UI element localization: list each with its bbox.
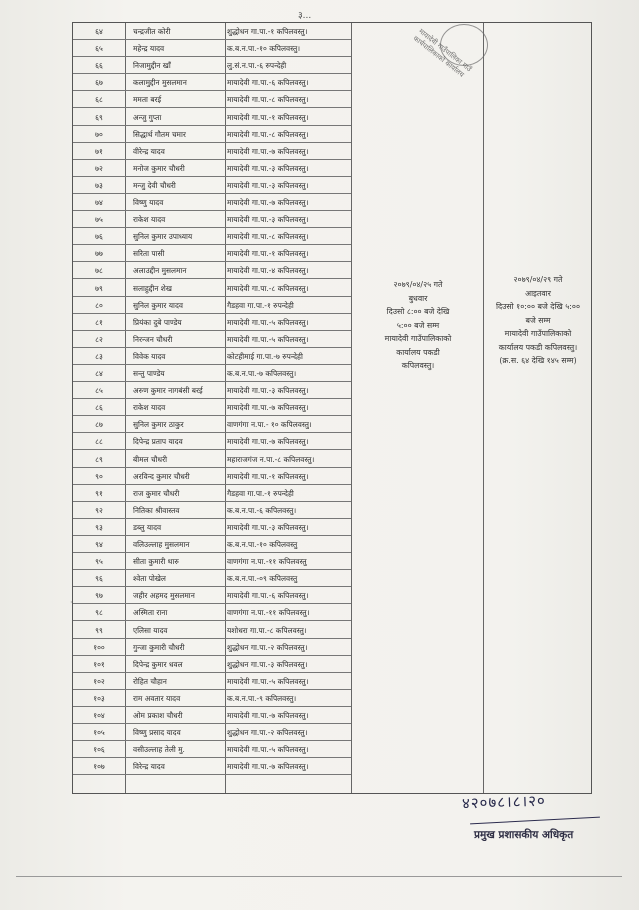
name-cell: राम अवतार यादव (133, 693, 181, 703)
serial-number-cell: ९३ (95, 522, 103, 532)
serial-number-cell: ९९ (95, 625, 103, 635)
address-cell: मायादेवी गा.पा.-५ कपिलवस्तु। (227, 334, 309, 344)
serial-number-cell: ९० (95, 471, 103, 481)
name-cell: अरविन्द कुमार चौधरी (133, 471, 190, 481)
serial-number-cell: ९६ (95, 574, 103, 584)
table-row (73, 194, 351, 211)
name-cell: अरुण कुमार नागबंसी बरई (133, 386, 203, 396)
name-cell: मन्जु देवी चौधरी (133, 180, 176, 190)
table-row (73, 109, 351, 126)
serial-number-cell: ८५ (95, 386, 103, 396)
address-cell: मायादेवी गा.पा.-३ कपिलवस्तु। (227, 163, 309, 173)
name-cell: निरन्जन चौधरी (133, 334, 173, 344)
schedule-time-start: दिउसो १०:०० बजे देखि ५:०० (495, 302, 581, 311)
name-cell: विवेक यादव (133, 351, 166, 361)
name-cell: मनोज कुमार चौधरी (133, 163, 185, 173)
address-cell: मायादेवी गा.पा.-३ कपिलवस्तु। (227, 386, 309, 396)
table-row (73, 280, 351, 297)
address-cell: शुद्धोधन गा.पा.-२ कपिलवस्तु। (227, 642, 308, 652)
serial-number-cell: ८८ (95, 437, 103, 447)
address-cell: क.ब.न.पा.-७ कपिलवस्तु। (227, 369, 297, 378)
name-cell: दिपेन्द्र प्रताप यादव (133, 437, 183, 447)
address-cell: क.ब.न.पा.-१० कपिलवस्तु। (227, 44, 301, 54)
table-row (73, 331, 351, 348)
serial-number-cell: ७९ (95, 283, 103, 293)
serial-number-cell: ७४ (95, 198, 103, 207)
name-cell: वसीउल्लाह तेली मु. (133, 745, 185, 755)
serial-number-cell: १०४ (93, 711, 105, 720)
table-row (73, 348, 351, 365)
serial-number-cell: ७६ (95, 232, 103, 242)
name-cell: विष्णु यादव (133, 198, 164, 207)
address-cell: वाणगंगा न.पा.-११ कपिलवस्तु। (227, 608, 310, 618)
address-cell: शुद्धोधन गा.पा.-२ कपिलवस्तु। (227, 728, 308, 738)
address-cell: मायादेवी गा.पा.-५ कपिलवस्तु। (227, 745, 309, 755)
name-cell: राकेश यादव (133, 215, 166, 225)
address-cell: यशोधरा गा.पा.-८ कपिलवस्तु। (227, 625, 307, 635)
address-cell: गैडहवा गा.पा.-१ रुपन्देही (227, 300, 294, 310)
table-row (73, 262, 351, 279)
serial-number-cell: १०१ (93, 659, 105, 669)
address-cell: मायादेवी गा.पा.-४ कपिलवस्तु। (227, 266, 309, 276)
serial-number-cell: ७८ (95, 266, 103, 276)
address-cell: वाणगंगा न.पा.-११ कपिलवस्तु (227, 557, 307, 567)
serial-number-cell: ६८ (95, 95, 103, 105)
name-cell: गुन्जा कुमारी चौधरी (133, 642, 185, 652)
name-cell: राज कुमार चौधरी (133, 488, 180, 498)
name-cell: सुनिल कुमार यादव (133, 300, 183, 310)
schedule-date: २०७९/०४/२९ गते (513, 275, 563, 284)
name-cell: डब्लु यादव (133, 522, 162, 532)
name-cell: विरेन्द्र यादव (133, 762, 165, 772)
serial-number-cell: ८० (95, 300, 103, 310)
signatory-title: प्रमुख प्रशासकीय अधिकृत (474, 829, 574, 841)
serial-number-cell: ८९ (95, 454, 103, 464)
serial-number-cell: ७२ (95, 163, 103, 173)
name-cell: प्रियंका दुबे पाण्डेय (133, 317, 182, 327)
name-cell: अलाउद्दीन मुसलमान (133, 266, 187, 276)
name-cell: सिद्धार्थ गौतम चमार (133, 129, 186, 139)
address-cell: मायादेवी गा.पा.-८ कपिलवस्तु। (227, 283, 309, 293)
page-number: ३... (298, 11, 312, 21)
serial-number-cell: १०२ (93, 676, 105, 686)
table-row (73, 433, 351, 450)
address-cell: मायादेवी गा.पा.-७ कपिलवस्तु। (227, 403, 309, 413)
schedule-cell-1 (359, 278, 477, 373)
serial-number-cell: १०३ (93, 693, 105, 703)
table-row (73, 74, 351, 91)
serial-number-cell: ६७ (95, 78, 103, 88)
table-row (73, 741, 351, 758)
serial-number-cell: ९८ (95, 608, 103, 618)
address-cell: मायादेवी गा.पा.-३ कपिलवस्तु। (227, 215, 309, 225)
serial-number-cell: ८३ (95, 351, 103, 361)
address-cell: शुद्धोधन गा.पा.-१ कपिलवस्तु। (227, 27, 308, 36)
address-cell: मायादेवी गा.पा.-७ कपिलवस्तु। (227, 711, 309, 720)
serial-number-cell: ९४ (95, 540, 103, 549)
name-cell: रोहित चौहान (133, 676, 167, 686)
name-cell: सुनिल कुमार उपाध्याय (133, 232, 193, 242)
schedule-venue: मायादेवी गाउँपालिकाको (504, 329, 572, 338)
address-cell: कोटहीमाई गा.पा.-७ रुपन्देही (227, 351, 303, 361)
table-row (73, 57, 351, 74)
name-cell: श्वेता पोखेल (133, 574, 166, 584)
address-cell: मायादेवी गा.पा.-१ कपिलवस्तु। (227, 471, 309, 481)
address-cell: क.ब.न.पा.-१० कपिलवस्तु (227, 540, 298, 549)
serial-number-cell: ६४ (95, 27, 103, 36)
candidate-table (72, 22, 592, 794)
name-cell: बीमल चौधरी (133, 454, 168, 464)
table-row (73, 160, 351, 177)
serial-number-cell: १०६ (93, 745, 105, 755)
address-cell: मायादेवी गा.पा.-७ कपिलवस्तु। (227, 437, 309, 447)
name-cell: राकेश यादव (133, 403, 166, 413)
schedule-venue: मायादेवी गाउँपालिकाको (384, 334, 452, 343)
table-row (73, 656, 351, 673)
schedule-cell-2 (485, 273, 591, 368)
serial-number-cell: ६५ (95, 44, 103, 54)
table-row (73, 587, 351, 604)
table-row (73, 126, 351, 143)
address-cell: मायादेवी गा.पा.-३ कपिलवस्तु। (227, 522, 309, 532)
address-cell: गैडहवा गा.पा.-१ रुपन्देही (227, 488, 294, 498)
serial-number-cell: ६९ (95, 112, 103, 122)
name-cell: वीरेन्द्र यादव (133, 146, 165, 156)
address-cell: वाणगंगा न.पा.- १० कपिलवस्तु। (227, 420, 312, 430)
table-row (73, 416, 351, 433)
address-cell: क.ब.न.पा.-९ कपिलवस्तु। (227, 693, 297, 703)
name-cell: महेन्द्र यादव (133, 44, 165, 54)
schedule-time-end: बजे सम्म (525, 315, 551, 325)
schedule-time-start: दिउसो ८:०० बजे देखि (386, 307, 450, 316)
table-row (73, 23, 351, 40)
address-cell: शुद्धोधन गा.पा.-३ कपिलवस्तु। (227, 659, 308, 669)
schedule-day: आइतवार (525, 288, 551, 298)
table-row (73, 40, 351, 57)
table-row (73, 297, 351, 314)
name-cell: कलामुद्दीन मुसलमान (133, 78, 187, 88)
serial-number-cell: ७० (95, 129, 103, 139)
serial-number-cell: ७१ (95, 146, 103, 156)
serial-number-cell: १०० (93, 642, 105, 652)
table-row (73, 228, 351, 245)
serial-number-cell: ९१ (95, 488, 103, 498)
table-row (73, 382, 351, 399)
serial-number-cell: ९५ (95, 557, 103, 567)
address-cell: क.ब.न.पा.-०९ कपिलवस्तु (227, 574, 298, 584)
address-cell: मायादेवी गा.पा.-५ कपिलवस्तु। (227, 676, 309, 686)
serial-number-cell: ८६ (95, 403, 103, 413)
signature-underline (470, 817, 600, 825)
name-cell: सन्तु पाण्डेय (133, 369, 165, 378)
serial-number-cell: ८७ (95, 420, 103, 430)
address-cell: मायादेवी गा.पा.-१ कपिलवस्तु। (227, 112, 309, 122)
name-cell: वलिउल्लाह मुसलमान (133, 540, 190, 549)
margin-mark: · (70, 598, 73, 607)
schedule-venue-detail: कार्यालय पकडी (396, 347, 440, 357)
address-cell: मायादेवी गा.पा.-७ कपिलवस्तु। (227, 146, 309, 156)
table-row (73, 553, 351, 570)
name-cell: सलाहुद्दीन शेख (133, 283, 172, 293)
serial-number-cell: ७३ (95, 180, 103, 190)
name-cell: दिपेन्द्र कुमार धवल (133, 659, 183, 669)
table-row (73, 724, 351, 741)
name-cell: अन्जु गुप्ता (133, 112, 162, 122)
seal-text: मायादेवी गाउँपालिका गाउँ कार्यपालिकाको कार्यालय (411, 27, 473, 79)
column-divider (483, 23, 484, 793)
table-row (73, 485, 351, 502)
table-row (73, 758, 351, 775)
schedule-day: बुधवार (408, 293, 428, 303)
serial-number-cell: १०७ (93, 762, 105, 772)
table-row (73, 690, 351, 707)
schedule-time-end: ५:०० बजे सम्म (396, 320, 440, 330)
address-cell: मायादेवी गा.पा.-८ कपिलवस्तु। (227, 129, 309, 139)
schedule-venue-detail: कार्यालय पकडी कपिलवस्तु। (498, 342, 578, 352)
address-cell: मायादेवी गा.पा.-८ कपिलवस्तु। (227, 232, 309, 242)
schedule-district: कपिलवस्तु। (401, 361, 435, 370)
table-row (73, 639, 351, 656)
name-cell: जहीर अहमद मुसलमान (133, 591, 195, 601)
table-row (73, 211, 351, 228)
serial-number-cell: ६६ (95, 61, 103, 71)
name-cell: ममता बरई (133, 95, 162, 105)
table-row (73, 91, 351, 108)
name-cell: ओम प्रकाश चौधरी (133, 711, 183, 720)
name-cell: निजामुद्दीन खाँ (133, 61, 171, 71)
serial-number-cell: ८४ (95, 369, 103, 378)
serial-number-cell: ९२ (95, 505, 103, 515)
address-cell: मायादेवी गा.पा.-५ कपिलवस्तु। (227, 317, 309, 327)
name-cell: सरिता पासी (133, 249, 165, 259)
name-cell: अस्मिता राना (133, 608, 168, 618)
serial-number-cell: ८२ (95, 334, 103, 344)
table-row (73, 177, 351, 194)
column-divider (351, 23, 352, 793)
name-cell: चन्द्रजीत कोरी (133, 27, 171, 36)
schedule-date: २०७९/०४/२५ गते (393, 280, 443, 289)
address-cell: मायादेवी गा.पा.-७ कपिलवस्तु। (227, 198, 309, 207)
signature: ४२०७८।८।२० (461, 791, 547, 813)
table-row (73, 314, 351, 331)
address-cell: महाराजगंज न.पा.-८ कपिलवस्तु। (227, 454, 315, 464)
table-row (73, 502, 351, 519)
table-row (73, 519, 351, 536)
address-cell: लु.सं.न.पा.-६ रुपन्देही (227, 61, 287, 71)
name-cell: नितिका श्रीवास्तव (133, 505, 180, 515)
name-cell: विष्णु प्रसाद यादव (133, 728, 181, 738)
table-row (73, 622, 351, 639)
table-row (73, 570, 351, 587)
address-cell: मायादेवी गा.पा.-८ कपिलवस्तु। (227, 95, 309, 105)
page-bottom-rule (16, 876, 622, 877)
serial-number-cell: १०५ (93, 728, 105, 738)
table-row (73, 365, 351, 382)
table-row (73, 143, 351, 160)
name-cell: सुनिल कुमार ठाकुर (133, 420, 184, 430)
address-cell: मायादेवी गा.पा.-३ कपिलवस्तु। (227, 180, 309, 190)
serial-number-cell: ८१ (95, 317, 103, 327)
address-cell: मायादेवी गा.पा.-१ कपिलवस्तु। (227, 249, 309, 259)
serial-number-cell: ७७ (95, 249, 103, 259)
name-cell: सीता कुमारी थारु (133, 557, 179, 567)
address-cell: मायादेवी गा.पा.-६ कपिलवस्तु। (227, 78, 309, 88)
table-row (73, 468, 351, 485)
address-cell: क.ब.न.पा.-६ कपिलवस्तु। (227, 505, 297, 515)
serial-number-cell: ९७ (95, 591, 103, 601)
schedule-range: (क्र.स. ६४ देखि १४५ सम्म) (499, 356, 577, 365)
table-row (73, 399, 351, 416)
table-row (73, 451, 351, 468)
name-cell: एलिसा यादव (133, 625, 168, 635)
address-cell: मायादेवी गा.पा.-६ कपिलवस्तु। (227, 591, 309, 601)
table-row (73, 245, 351, 262)
serial-number-cell: ७५ (95, 215, 103, 225)
address-cell: मायादेवी गा.पा.-७ कपिलवस्तु। (227, 762, 309, 772)
table-row (73, 707, 351, 724)
table-row (73, 536, 351, 553)
table-row (73, 673, 351, 690)
table-row (73, 604, 351, 621)
